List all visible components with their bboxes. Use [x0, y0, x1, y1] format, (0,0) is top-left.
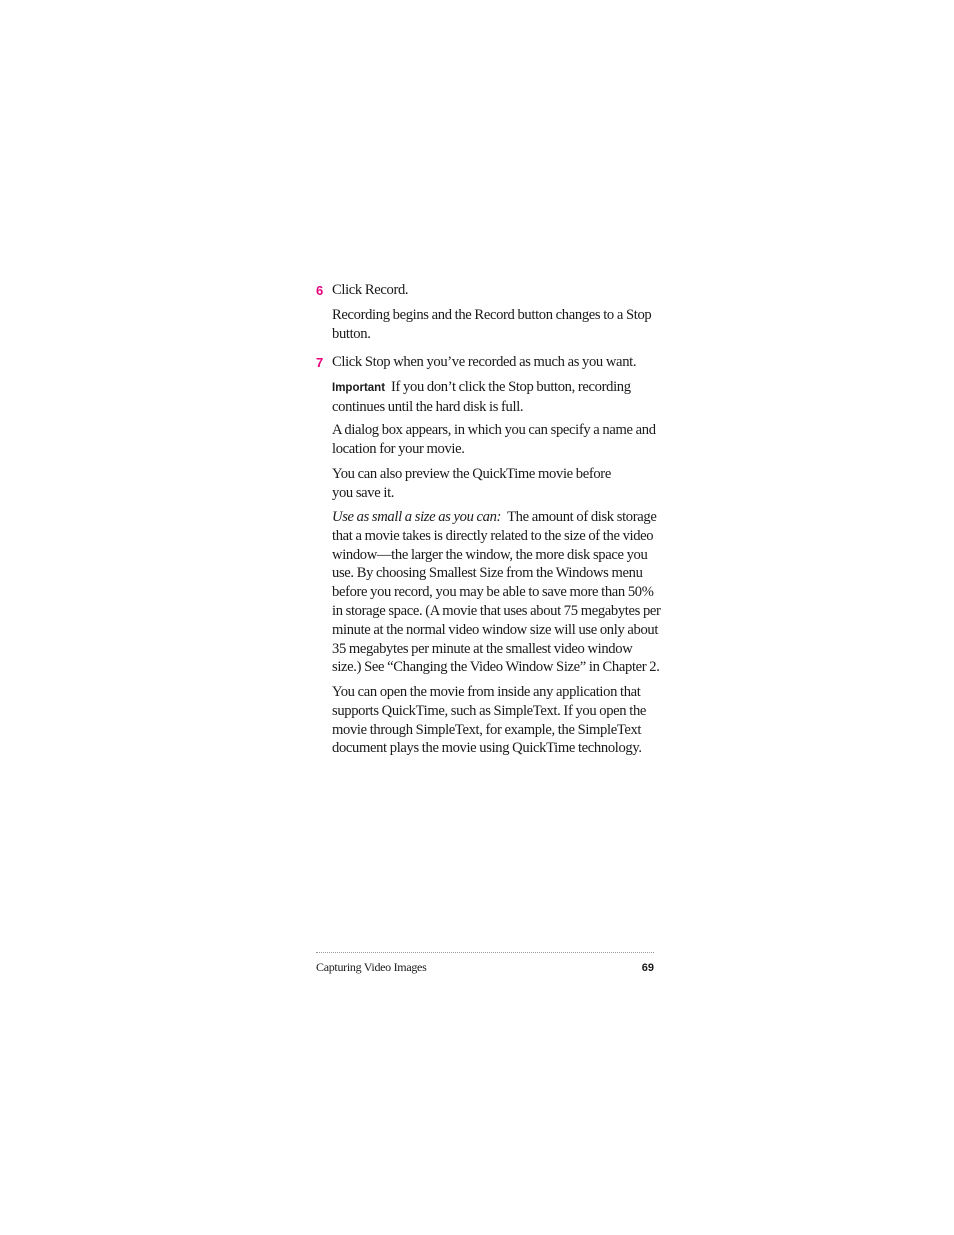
size-tip-paragraph: [332, 508, 662, 677]
step-6-result-paragraph: Recording begins and the Record button changes to a Stop button.: [332, 307, 652, 342]
step-number-7: 7: [316, 355, 324, 370]
footer-page-number: 69: [641, 962, 654, 974]
size-tip-label: Use as small a size as you can:: [332, 509, 502, 525]
size-tip-text: The amount of disk storage that a movie takes is directly related to the size of the video window—the larger the window, the more disk space you use. By choosing Smallest Size from the Windows menu before you record, you may be able to save more than 50% in storage space. (A movie that uses about 75 megabytes per minute at the normal video window size will use only about 35 megabytes per minute at the smallest video window size.) See “Changing the Video Window Size” in Chapter 2.: [332, 509, 661, 676]
important-label: Important: [332, 382, 386, 394]
important-text: If you don’t click the Stop button, recording continues until the hard disk is full.: [332, 379, 631, 415]
footer-chapter-title: Capturing Video Images: [316, 960, 427, 974]
step-6-instruction: Click Record.: [332, 282, 409, 298]
important-note: [332, 378, 652, 417]
open-movie-paragraph: You can open the movie from inside any application that supports QuickTime, such as SimpleText. If you open the movie through SimpleText, for example, the SimpleText document plays the movie using QuickTime technology.: [332, 684, 647, 757]
preview-paragraph: You can also preview the QuickTime movie before you save it.: [332, 466, 611, 501]
dialog-paragraph: A dialog box appears, in which you can specify a name and location for your movie.: [332, 422, 656, 457]
footer-divider: [316, 952, 654, 953]
step-7-instruction: Click Stop when you’ve recorded as much as you want.: [332, 354, 637, 370]
step-number-6: 6: [316, 283, 324, 298]
